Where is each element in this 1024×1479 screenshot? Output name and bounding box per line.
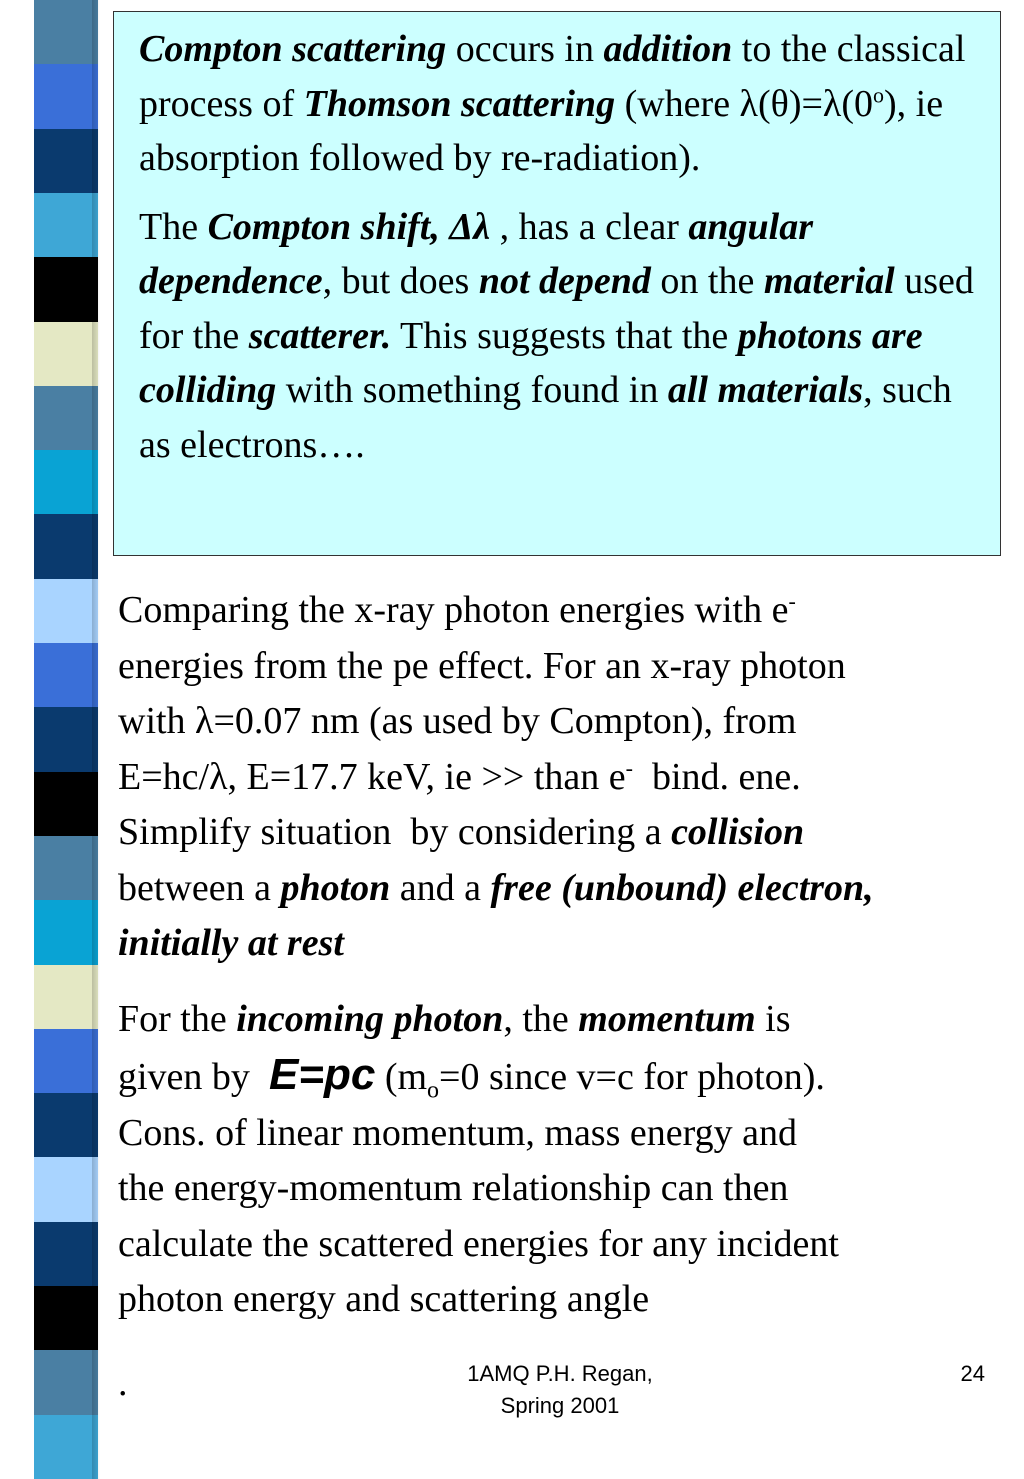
stripe-band xyxy=(34,1350,98,1415)
stripe-shadow xyxy=(92,0,100,1479)
stripe-band xyxy=(34,579,98,644)
stripe-band xyxy=(34,64,98,129)
stripe-band xyxy=(34,386,98,451)
body-line: calculate the scattered energies for any incident xyxy=(118,1222,839,1265)
stripe-band xyxy=(34,514,98,579)
stripe-band xyxy=(34,1029,98,1094)
stripe-band xyxy=(34,1157,98,1222)
page-number: 24 xyxy=(960,1361,985,1386)
footer-term: Spring 2001 xyxy=(500,1393,620,1418)
stripe-band xyxy=(34,0,98,65)
callout-paragraph-compton-shift: The Compton shift, Δλ , has a clear angular dependence, but does not depend on the material used for the scatterer. This suggests that the photons are colliding with something found in all materials, such as electrons…. xyxy=(139,205,974,466)
body-text xyxy=(118,583,1024,1328)
footer-credit xyxy=(430,1358,690,1422)
stripe-band xyxy=(34,1093,98,1158)
stripe-band xyxy=(34,965,98,1030)
body-line: with λ=0.07 nm (as used by Compton), from xyxy=(118,700,797,742)
body-line: Simplify situation by considering a collision xyxy=(118,811,805,853)
stripe-band xyxy=(34,1415,98,1479)
stripe-band xyxy=(34,707,98,772)
formula-e-pc: E=pc xyxy=(268,1050,376,1099)
decorative-stripe-bar xyxy=(34,0,98,1479)
callout-paragraph-thomson: Compton scattering occurs in addition to the classical process of Thomson scattering (where $\lambda(\theta)=\lambda(0^o)$, ie absorption followed by re-radiation). xyxy=(139,28,966,179)
callout-box xyxy=(113,11,1001,556)
stripe-band xyxy=(34,129,98,194)
stripe-band xyxy=(34,836,98,901)
body-line: initially at rest xyxy=(118,922,344,964)
body-line: photon energy and scattering angle xyxy=(118,1278,650,1320)
stripe-band xyxy=(34,450,98,515)
footer-author: 1AMQ P.H. Regan, xyxy=(467,1361,653,1386)
stripe-band xyxy=(34,193,98,258)
body-line: energies from the pe effect. For an x-ray photon xyxy=(118,644,846,687)
stripe-band xyxy=(34,772,98,837)
stripe-band xyxy=(34,257,98,322)
body-line: E=hc/λ, E=17.7 keV, ie >> than e- bind. ene. xyxy=(118,754,801,798)
body-line: Cons. of linear momentum, mass energy and xyxy=(118,1111,797,1154)
stripe-band xyxy=(34,643,98,708)
stripe-band xyxy=(34,322,98,387)
body-line: For the incoming photon, the momentum is xyxy=(118,997,791,1040)
body-line: given by E=pc ($m_o=0$ since v=c for photon). xyxy=(118,1050,825,1104)
trailing-dot: . xyxy=(118,1362,128,1404)
body-line: the energy-momentum relationship can then xyxy=(118,1167,789,1209)
stripe-band xyxy=(34,1286,98,1351)
body-line: Comparing the x-ray photon energies with e- xyxy=(118,588,796,631)
stripe-band xyxy=(34,900,98,965)
stripe-band xyxy=(34,1222,98,1287)
body-line: between a photon and a free (unbound) electron, xyxy=(118,866,874,909)
